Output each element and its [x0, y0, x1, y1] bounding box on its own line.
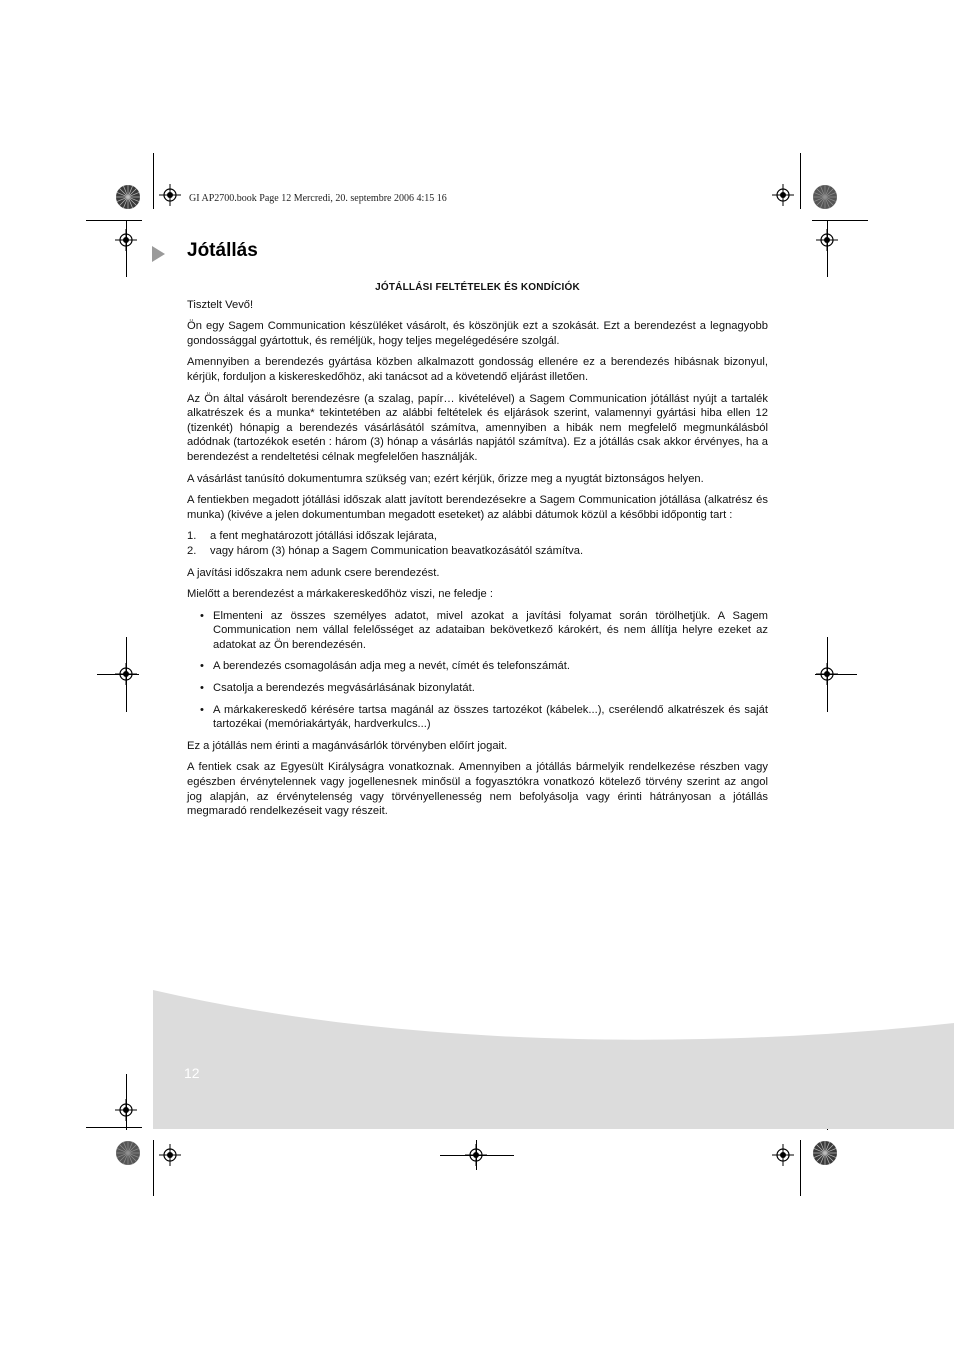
starburst-mark-icon [115, 184, 141, 210]
list-item-text: a fent meghatározott jótállási időszak lejárata, [210, 530, 437, 543]
crop-line [86, 1127, 142, 1128]
registration-mark-icon [115, 1099, 137, 1121]
page-number: 12 [184, 1065, 200, 1081]
paragraph: A vásárlást tanúsító dokumentumra szükség van; ezért kérjük, őrizze meg a nyugtát biztonságos helyen. [187, 472, 704, 485]
registration-mark-icon [115, 229, 137, 251]
bullet-icon: • [200, 682, 204, 695]
bullet-icon: • [200, 660, 204, 673]
paragraph: Az Ön által vásárolt berendezésre (a szalag, papír… kivételével) a Sagem Communication jótállást nyújt a tartalék alkatrészek és a munka* tekintetében az alábbi feltételek és eljárások szerint, valamennyi gyártási hiba ellen 12 (tizenkét) hónapig a berendezés vásárlásától számítva, amennyiben a hibák nem megfelelő megmunkálásból adódnak (tartozékok esetén : három (3) hónap a vásárlás napjától számítva). Ez a jótállás csak akkor érvényes, ha a berendezést a rendeltetési célnak megfelelően használják. [187, 392, 768, 463]
list-item [187, 659, 768, 674]
section-heading: JÓTÁLLÁSI FELTÉTELEK ÉS KONDÍCIÓK [375, 282, 580, 293]
page-title: Jótállás [187, 240, 258, 261]
registration-mark-icon [465, 1144, 487, 1166]
list-item [187, 681, 768, 696]
crop-line [800, 153, 801, 209]
list-item-text: Elmenteni az összes személyes adatot, mivel azokat a javítási folyamat során törölhetjük. A Sagem Communication nem vállal felelősséget az adataiban bekövetkező károkért, és nem állítja helyre ezeket az adatokat az Ön berendezésén. [213, 609, 768, 651]
crop-line [153, 1140, 154, 1196]
paragraph: A fentiekben megadott jótállási időszak alatt javított berendezésekre a Sagem Communication jótállása (alkatrész és munka) (kivéve a jelen dokumentumban megadott eseteket) az alábbi dátumok közül a későbbi időpontig tart : [187, 494, 768, 521]
list-item-text: A márkakereskedő kérésére tartsa magánál az összes tartozékot (kábelek...), cserélendő alkatrészek és saját tartozékai (memóriakártyák, hardverkulcs...) [213, 703, 768, 731]
starburst-mark-icon [115, 1140, 141, 1166]
list-item [187, 609, 768, 653]
registration-mark-icon [159, 184, 181, 206]
registration-mark-icon [115, 663, 137, 685]
paragraph: Amennyiben a berendezés gyártása közben alkalmazott gondosság ellenére ez a berendezés hibásnak bizonyul, kérjük, forduljon a kiskereskedőhöz, aki tanácsot ad a követendő eljárást illetően. [187, 356, 768, 383]
paragraph: Ön egy Sagem Communication készüléket vásárolt, és köszönjük ezt a szokását. Ezt a berendezést a legnagyobb gondossággal gyártottuk, és reméljük, hogy teljes megelégedésére szolgál. [187, 320, 768, 347]
crop-line [86, 220, 142, 221]
list-item [187, 703, 768, 732]
bullet-list [187, 609, 768, 732]
list-number: 2. [187, 544, 197, 557]
title-arrow-icon [152, 246, 165, 262]
starburst-mark-icon [812, 184, 838, 210]
crop-line [812, 220, 868, 221]
list-item-text: vagy három (3) hónap a Sagem Communication beavatkozásától számítva. [210, 544, 584, 557]
paragraph: A javítási időszakra nem adunk csere berendezést. [187, 566, 440, 579]
crop-line [153, 153, 154, 209]
footer-band [153, 985, 954, 1129]
list-item [187, 544, 768, 559]
list-item [187, 529, 768, 544]
bullet-icon: • [200, 609, 204, 622]
print-slug: GI AP2700.book Page 12 Mercredi, 20. septembre 2006 4:15 16 [189, 193, 447, 204]
list-item-text: A berendezés csomagolásán adja meg a nevét, címét és telefonszámát. [213, 660, 570, 673]
starburst-mark-icon [812, 1140, 838, 1166]
document-body [187, 281, 768, 826]
checklist-intro: Mielőtt a berendezést a márkakereskedőhöz viszi, ne feledje : [187, 588, 493, 601]
bullet-icon: • [200, 703, 204, 716]
registration-mark-icon [159, 1144, 181, 1166]
registration-mark-icon [816, 663, 838, 685]
registration-mark-icon [772, 184, 794, 206]
paragraph: Ez a jótállás nem érinti a magánvásárlók törvényben előírt jogait. [187, 739, 508, 752]
registration-mark-icon [772, 1144, 794, 1166]
paragraph: A fentiek csak az Egyesült Királyságra vonatkoznak. Amennyiben a jótállás bármelyik rendelkezése részben vagy egészben érvénytelennek vagy jogellenesnek minősül a fogyasztókra vonatkozó kötelező törvény szerint az angol jog alapján, az érvénytelenség vagy törvényellenesség nem befolyásolja vagy érinti hátrányosan a jótállás megmaradó rendelkezéseit vagy részeit. [187, 761, 768, 818]
list-number: 1. [187, 530, 197, 543]
numbered-list [187, 529, 768, 558]
list-item-text: Csatolja a berendezés megvásárlásának bizonylatát. [213, 682, 475, 695]
registration-mark-icon [816, 229, 838, 251]
greeting: Tisztelt Vevő! [187, 298, 254, 311]
crop-line [800, 1140, 801, 1196]
